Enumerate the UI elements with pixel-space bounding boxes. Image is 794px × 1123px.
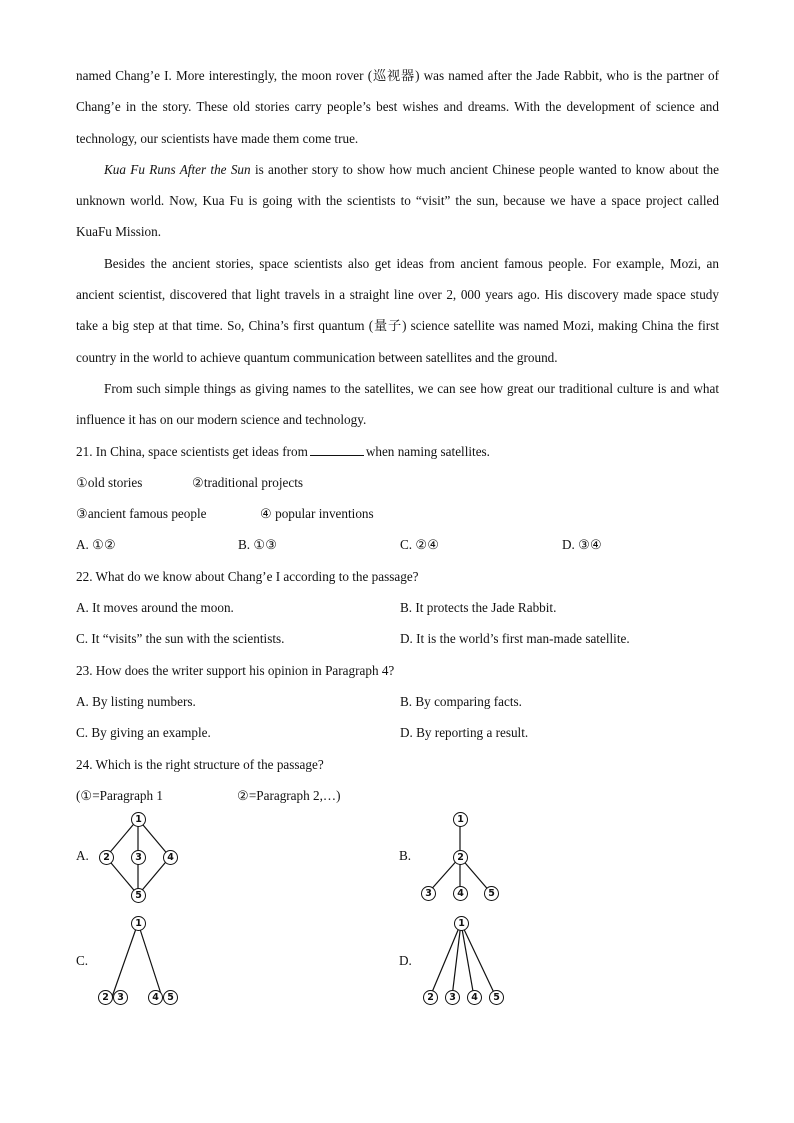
- question-21-option-c[interactable]: C. ②④: [400, 537, 440, 553]
- paragraph-4: From such simple things as giving names to the satellites, we can see how great our traditional culture is and what influence it has on our modern science and technology.: [76, 380, 719, 428]
- option-b-node-2: 2: [453, 850, 468, 865]
- option-a-node-1: 1: [131, 812, 146, 827]
- question-23-option-c[interactable]: C. By giving an example.: [76, 725, 211, 741]
- question-21-option-d[interactable]: D. ③④: [562, 537, 602, 553]
- option-b-node-3: 3: [421, 886, 436, 901]
- question-24-stem: 24. Which is the right structure of the passage?: [76, 756, 324, 772]
- option-a-label[interactable]: A.: [76, 848, 89, 863]
- question-23-option-d[interactable]: D. By reporting a result.: [400, 725, 529, 741]
- option-c-node-5: 5: [163, 990, 178, 1005]
- option-d-node-5: 5: [489, 990, 504, 1005]
- option-a-node-3: 3: [131, 850, 146, 865]
- question-22-option-b[interactable]: B. It protects the Jade Rabbit.: [400, 600, 557, 616]
- question-21-option-b[interactable]: B. ①③: [238, 537, 278, 553]
- option-c-node-2: 2: [98, 990, 113, 1005]
- option-d-label[interactable]: D.: [399, 953, 412, 968]
- question-23-option-b[interactable]: B. By comparing facts.: [400, 693, 522, 709]
- paragraph-2-text: is another story to show how much ancient Chinese people wanted to know about the unknown world. Now, Kua Fu is going with the scientists to “visit” the sun, because we have a space project called KuaFu Mission.: [76, 161, 719, 240]
- option-b-label[interactable]: B.: [399, 848, 412, 863]
- option-c-node-3: 3: [113, 990, 128, 1005]
- question-22-stem: 22. What do we know about Chang’e I according to the passage?: [76, 568, 419, 584]
- question-23-option-a[interactable]: A. By listing numbers.: [76, 693, 196, 709]
- question-21-item-1: ①old stories: [76, 474, 143, 490]
- option-b-node-5: 5: [484, 886, 499, 901]
- question-22-option-a[interactable]: A. It moves around the moon.: [76, 600, 234, 616]
- paragraph-1-end: named Chang’e I. More interestingly, the moon rover (巡视器) was named after the Jade Rabbit, who is the partner of Chang’e in the story. These old stories carry people’s best wishes and dreams. With the development of science and technology, our scientists have made them come true.: [76, 68, 719, 146]
- option-c-label[interactable]: C.: [76, 953, 89, 968]
- option-d-node-4: 4: [467, 990, 482, 1005]
- question-22-option-c[interactable]: C. It “visits” the sun with the scientists.: [76, 631, 285, 647]
- option-b-node-1: 1: [453, 812, 468, 827]
- option-c-node-1: 1: [131, 916, 146, 931]
- question-22-option-d[interactable]: D. It is the world’s first man-made satellite.: [400, 631, 630, 647]
- story-title: Kua Fu Runs After the Sun: [104, 161, 251, 177]
- question-21-stem-a: 21. In China, space scientists get ideas from: [76, 443, 308, 459]
- question-21-item-3: ③ancient famous people: [76, 506, 207, 522]
- question-23-stem: 23. How does the writer support his opinion in Paragraph 4?: [76, 662, 395, 678]
- question-21-stem-b: when naming satellites.: [365, 443, 490, 459]
- question-21-item-4: ④ popular inventions: [260, 506, 374, 522]
- legend-paragraph-2: ②=Paragraph 2,…): [237, 787, 341, 803]
- question-21-option-a[interactable]: A. ①②: [76, 537, 116, 553]
- option-a-node-2: 2: [99, 850, 114, 865]
- option-a-node-5: 5: [131, 888, 146, 903]
- option-d-node-2: 2: [423, 990, 438, 1005]
- question-21-item-2: ②traditional projects: [192, 474, 304, 490]
- paragraph-3: Besides the ancient stories, space scientists also get ideas from ancient famous people. For example, Mozi, an ancient scientist, discovered that light travels in a straight line over 2, 000 years ago. His discovery made space study take a big step at that time. So, China’s first quantum (量子) science satellite was named Mozi, making China the first country in the world to achieve quantum communication between satellites and the ground.: [76, 255, 719, 365]
- diagram-lines: [106, 819, 496, 997]
- legend-paragraph-1: (①=Paragraph 1: [76, 787, 164, 803]
- option-a-node-4: 4: [163, 850, 178, 865]
- option-d-node-3: 3: [445, 990, 460, 1005]
- option-d-node-1: 1: [454, 916, 469, 931]
- option-b-node-4: 4: [453, 886, 468, 901]
- option-c-node-4: 4: [148, 990, 163, 1005]
